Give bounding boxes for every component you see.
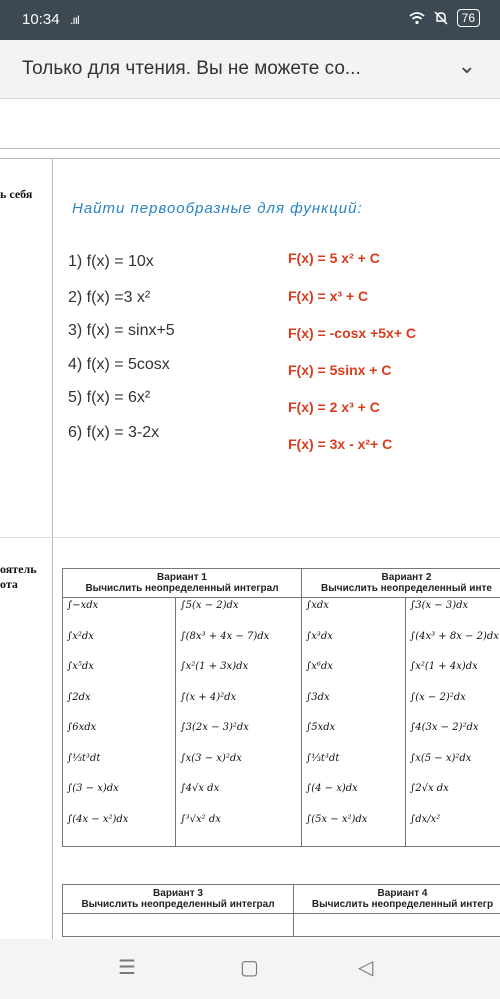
variant-header	[63, 569, 302, 598]
function-item: 6) f(x) = 3-2x	[68, 424, 160, 441]
integral-expression: ∫x³dx	[306, 630, 333, 642]
integral-expression: ∫2√x dx	[410, 783, 449, 794]
integral-expression: ∫(5x − x²)dx	[306, 813, 368, 825]
function-item: 2) f(x) =3 x²	[68, 289, 151, 306]
integral-expression: ∫x²dx	[67, 630, 94, 642]
variant-subtitle: Вычислить неопределенный интеграл	[81, 899, 275, 910]
side-label: оятель	[0, 562, 37, 576]
variant-title: Вариант 2	[381, 572, 432, 583]
integral-column	[176, 598, 302, 847]
antiderivative-answer: F(x) = 2 x³ + C	[288, 399, 380, 415]
integral-expression: ∫x(3 − x)²dx	[180, 752, 242, 764]
integral-expression: ∫(4x − x²)dx	[67, 813, 129, 825]
integral-expression: ∫³√x² dx	[180, 813, 221, 825]
integral-column	[63, 598, 176, 847]
status-bar	[0, 0, 500, 40]
integral-expression: ∫x⁵dx	[67, 661, 94, 672]
antiderivative-answer: F(x) = -cosx +5x+ C	[288, 325, 417, 341]
integral-expression: ∫(4 − x)dx	[306, 783, 358, 794]
table-clip	[62, 884, 500, 939]
integral-expression: ∫(4x³ + 8x − 2)dx	[410, 630, 499, 642]
recent-apps-icon[interactable]: ☰	[118, 957, 136, 979]
variant-subtitle: Вычислить неопределенный интегр	[311, 899, 494, 910]
integral-expression: ∫(8x³ + 4x − 7)dx	[180, 630, 270, 642]
variant-title: Вариант 1	[157, 572, 207, 583]
banner-title: Только для чтения. Вы не можете со...	[22, 58, 361, 79]
mute-icon	[433, 10, 449, 26]
function-item: 1) f(x) = 10x	[68, 253, 154, 270]
antiderivative-answer: F(x) = x³ + C	[288, 288, 369, 304]
signal-icon: .ııl	[70, 13, 79, 27]
integral-table-variants-3-4	[62, 884, 500, 937]
read-only-banner[interactable]	[0, 40, 500, 99]
table-border	[0, 158, 500, 159]
integral-expression: ∫x²(1 + 4x)dx	[410, 661, 478, 672]
integral-expression: ∫x²(1 + 3x)dx	[180, 661, 249, 672]
function-item: 4) f(x) = 5cosx	[68, 356, 170, 373]
integral-expression: ∫(x + 4)²dx	[180, 691, 237, 703]
antiderivative-answer: F(x) = 5sinx + C	[288, 362, 392, 378]
wifi-icon	[409, 11, 425, 25]
row-divider	[0, 537, 500, 538]
side-label: ь себя	[0, 187, 33, 201]
function-item: 3) f(x) = sinx+5	[68, 322, 175, 339]
variant-header	[294, 885, 500, 914]
integral-column	[302, 598, 406, 847]
home-icon[interactable]: ▢	[240, 957, 259, 979]
integral-expression: ∫x⁶dx	[306, 661, 333, 672]
integral-expression: ∫5xdx	[306, 722, 336, 733]
clock: 10:34	[22, 11, 60, 28]
integral-expression: ∫3dx	[306, 691, 330, 703]
side-label: ота	[0, 577, 18, 591]
variant-title: Вариант 3	[153, 888, 203, 899]
slide-title: Найти первообразные для функций:	[72, 200, 363, 217]
integral-expression: ∫3(2x − 3)²dx	[180, 722, 249, 733]
antiderivative-answer: F(x) = 3x - x²+ C	[288, 436, 393, 452]
integral-expression: ∫4(3x − 2)²dx	[410, 722, 479, 733]
integral-expression: ∫−xdx	[67, 600, 99, 611]
back-icon[interactable]: ◁	[358, 957, 374, 979]
integral-expression: ∫3(x − 3)dx	[410, 600, 469, 611]
integral-expression: ∫4√x dx	[180, 783, 220, 794]
table-border	[0, 148, 500, 149]
integral-expression: ∫6xdx	[67, 722, 97, 733]
integral-expression: ∫⅓t³dt	[306, 752, 340, 764]
integral-expression: ∫2dx	[67, 691, 91, 703]
integral-expression: ∫⅓t³dt	[67, 752, 101, 764]
variant-header	[63, 885, 294, 914]
integral-expression: ∫xdx	[306, 600, 329, 611]
system-nav-bar	[0, 939, 500, 999]
table-cell	[63, 914, 294, 937]
integral-expression: ∫(3 − x)dx	[67, 783, 119, 794]
antiderivative-answer: F(x) = 5 x² + C	[288, 250, 380, 266]
chevron-down-icon[interactable]: ⌄	[457, 53, 476, 78]
integral-expression: ∫5(x − 2)dx	[180, 600, 239, 611]
integral-expression: ∫dx/x²	[410, 813, 441, 825]
variant-header	[302, 569, 500, 598]
table-cell	[294, 914, 500, 937]
integral-column	[406, 598, 500, 847]
integral-expression: ∫(x − 2)²dx	[410, 691, 466, 703]
integral-table-variants-1-2	[62, 568, 500, 847]
status-icons	[409, 9, 480, 27]
variant-subtitle: Вычислить неопределенный интеграл	[85, 583, 279, 594]
integral-expression: ∫x(5 − x)²dx	[410, 752, 472, 764]
battery-icon: 76	[457, 9, 480, 27]
variant-title: Вариант 4	[377, 888, 428, 899]
variant-subtitle: Вычислить неопределенный инте	[321, 583, 492, 594]
table-border	[52, 158, 53, 939]
function-item: 5) f(x) = 6x²	[68, 389, 151, 406]
